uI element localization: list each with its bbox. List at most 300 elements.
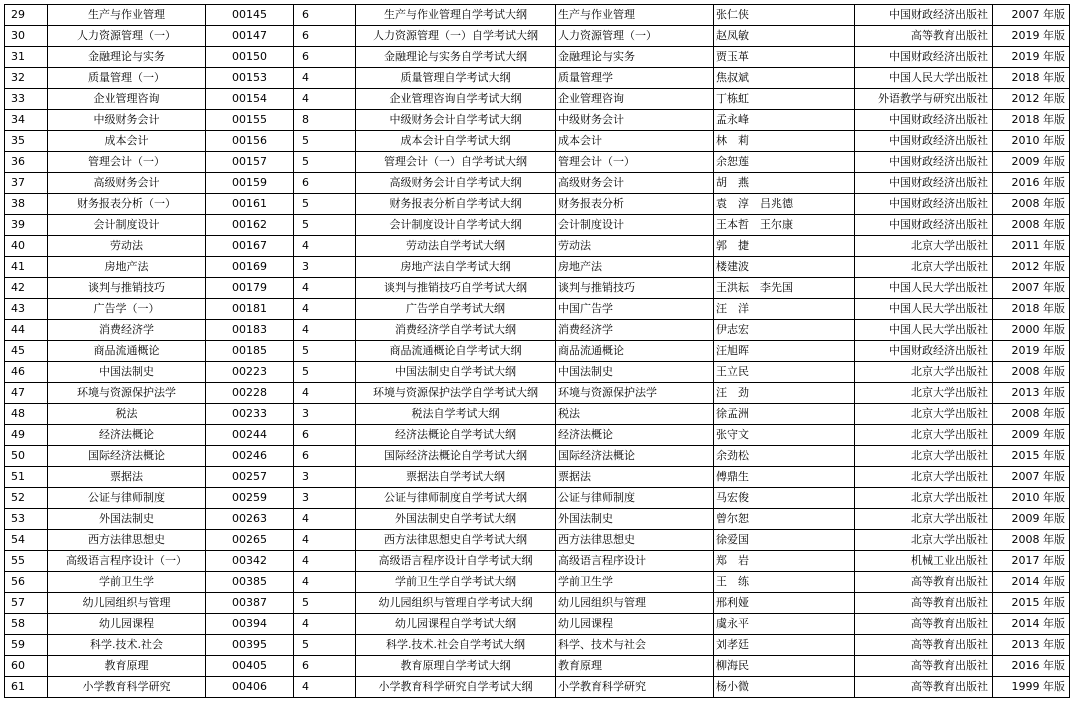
course-name-cell: 劳动法 [48, 236, 206, 257]
edition-cell: 2008 年版 [993, 362, 1070, 383]
syllabus-cell: 房地产法自学考试大纲 [356, 257, 556, 278]
course-code-cell: 00405 [206, 656, 294, 677]
publisher-cell: 高等教育出版社 [855, 572, 993, 593]
syllabus-cell: 财务报表分析自学考试大纲 [356, 194, 556, 215]
table-row [5, 635, 1070, 656]
table-row [5, 257, 1070, 278]
textbook-cell: 中国法制史 [556, 362, 714, 383]
editor-cell: 袁 淳 吕兆德 [714, 194, 855, 215]
edition-cell: 2007 年版 [993, 467, 1070, 488]
credit-cell: 4 [294, 677, 356, 698]
editor-cell: 徐孟洲 [714, 404, 855, 425]
publisher-cell: 中国财政经济出版社 [855, 173, 993, 194]
syllabus-cell: 高级财务会计自学考试大纲 [356, 173, 556, 194]
editor-cell: 郭 捷 [714, 236, 855, 257]
editor-cell: 张守文 [714, 425, 855, 446]
editor-cell: 杨小微 [714, 677, 855, 698]
course-code-cell: 00244 [206, 425, 294, 446]
course-code-cell: 00183 [206, 320, 294, 341]
credit-cell: 6 [294, 425, 356, 446]
edition-cell: 2015 年版 [993, 593, 1070, 614]
course-code-cell: 00395 [206, 635, 294, 656]
edition-cell: 2007 年版 [993, 278, 1070, 299]
course-name-cell: 商品流通概论 [48, 341, 206, 362]
publisher-cell: 高等教育出版社 [855, 614, 993, 635]
syllabus-cell: 国际经济法概论自学考试大纲 [356, 446, 556, 467]
table-row [5, 89, 1070, 110]
table-row [5, 131, 1070, 152]
textbook-cell: 高级财务会计 [556, 173, 714, 194]
edition-cell: 2013 年版 [993, 383, 1070, 404]
course-name-cell: 票据法 [48, 467, 206, 488]
textbook-cell: 生产与作业管理 [556, 5, 714, 26]
course-name-cell: 税法 [48, 404, 206, 425]
course-table-body [5, 5, 1070, 698]
textbook-cell: 外国法制史 [556, 509, 714, 530]
publisher-cell: 高等教育出版社 [855, 677, 993, 698]
syllabus-cell: 生产与作业管理自学考试大纲 [356, 5, 556, 26]
textbook-cell: 商品流通概论 [556, 341, 714, 362]
course-code-cell: 00156 [206, 131, 294, 152]
editor-cell: 焦叔斌 [714, 68, 855, 89]
editor-cell: 邢利娅 [714, 593, 855, 614]
publisher-cell: 中国财政经济出版社 [855, 131, 993, 152]
credit-cell: 3 [294, 404, 356, 425]
row-number-cell: 60 [5, 656, 48, 677]
editor-cell: 林 莉 [714, 131, 855, 152]
edition-cell: 2014 年版 [993, 572, 1070, 593]
editor-cell: 徐爱国 [714, 530, 855, 551]
table-row [5, 656, 1070, 677]
row-number-cell: 51 [5, 467, 48, 488]
syllabus-cell: 劳动法自学考试大纲 [356, 236, 556, 257]
row-number-cell: 42 [5, 278, 48, 299]
course-code-cell: 00233 [206, 404, 294, 425]
syllabus-cell: 环境与资源保护法学自学考试大纲 [356, 383, 556, 404]
editor-cell: 傅鼎生 [714, 467, 855, 488]
course-code-cell: 00167 [206, 236, 294, 257]
row-number-cell: 46 [5, 362, 48, 383]
course-name-cell: 学前卫生学 [48, 572, 206, 593]
syllabus-cell: 消费经济学自学考试大纲 [356, 320, 556, 341]
editor-cell: 余劲松 [714, 446, 855, 467]
credit-cell: 6 [294, 47, 356, 68]
table-row [5, 446, 1070, 467]
course-name-cell: 幼儿园组织与管理 [48, 593, 206, 614]
course-name-cell: 企业管理咨询 [48, 89, 206, 110]
syllabus-cell: 票据法自学考试大纲 [356, 467, 556, 488]
table-row [5, 341, 1070, 362]
table-row [5, 152, 1070, 173]
publisher-cell: 中国财政经济出版社 [855, 194, 993, 215]
row-number-cell: 41 [5, 257, 48, 278]
row-number-cell: 61 [5, 677, 48, 698]
publisher-cell: 高等教育出版社 [855, 635, 993, 656]
edition-cell: 2012 年版 [993, 257, 1070, 278]
editor-cell: 赵凤敏 [714, 26, 855, 47]
editor-cell: 虞永平 [714, 614, 855, 635]
row-number-cell: 54 [5, 530, 48, 551]
edition-cell: 2019 年版 [993, 341, 1070, 362]
syllabus-cell: 高级语言程序设计自学考试大纲 [356, 551, 556, 572]
table-row [5, 215, 1070, 236]
course-name-cell: 经济法概论 [48, 425, 206, 446]
table-row [5, 362, 1070, 383]
table-row [5, 425, 1070, 446]
edition-cell: 2011 年版 [993, 236, 1070, 257]
publisher-cell: 中国财政经济出版社 [855, 47, 993, 68]
textbook-cell: 会计制度设计 [556, 215, 714, 236]
course-name-cell: 高级语言程序设计（一） [48, 551, 206, 572]
course-code-cell: 00223 [206, 362, 294, 383]
row-number-cell: 40 [5, 236, 48, 257]
course-code-cell: 00157 [206, 152, 294, 173]
course-code-cell: 00394 [206, 614, 294, 635]
row-number-cell: 34 [5, 110, 48, 131]
syllabus-cell: 幼儿园课程自学考试大纲 [356, 614, 556, 635]
syllabus-cell: 质量管理自学考试大纲 [356, 68, 556, 89]
syllabus-cell: 科学.技术.社会自学考试大纲 [356, 635, 556, 656]
credit-cell: 5 [294, 593, 356, 614]
course-code-cell: 00259 [206, 488, 294, 509]
course-code-cell: 00257 [206, 467, 294, 488]
course-name-cell: 消费经济学 [48, 320, 206, 341]
course-code-cell: 00263 [206, 509, 294, 530]
textbook-cell: 国际经济法概论 [556, 446, 714, 467]
textbook-cell: 经济法概论 [556, 425, 714, 446]
course-name-cell: 西方法律思想史 [48, 530, 206, 551]
row-number-cell: 45 [5, 341, 48, 362]
textbook-cell: 西方法律思想史 [556, 530, 714, 551]
course-code-cell: 00179 [206, 278, 294, 299]
textbook-cell: 人力资源管理（一） [556, 26, 714, 47]
course-name-cell: 会计制度设计 [48, 215, 206, 236]
table-row [5, 383, 1070, 404]
course-code-cell: 00169 [206, 257, 294, 278]
course-code-cell: 00265 [206, 530, 294, 551]
editor-cell: 刘孝廷 [714, 635, 855, 656]
course-name-cell: 管理会计（一） [48, 152, 206, 173]
edition-cell: 2010 年版 [993, 131, 1070, 152]
table-row [5, 488, 1070, 509]
credit-cell: 6 [294, 446, 356, 467]
row-number-cell: 30 [5, 26, 48, 47]
syllabus-cell: 中国法制史自学考试大纲 [356, 362, 556, 383]
edition-cell: 2007 年版 [993, 5, 1070, 26]
syllabus-cell: 中级财务会计自学考试大纲 [356, 110, 556, 131]
course-name-cell: 质量管理（一） [48, 68, 206, 89]
table-row [5, 68, 1070, 89]
table-row [5, 299, 1070, 320]
textbook-cell: 幼儿园组织与管理 [556, 593, 714, 614]
syllabus-cell: 外国法制史自学考试大纲 [356, 509, 556, 530]
publisher-cell: 北京大学出版社 [855, 509, 993, 530]
credit-cell: 4 [294, 551, 356, 572]
table-row [5, 278, 1070, 299]
credit-cell: 3 [294, 257, 356, 278]
textbook-cell: 房地产法 [556, 257, 714, 278]
editor-cell: 王 练 [714, 572, 855, 593]
textbook-cell: 环境与资源保护法学 [556, 383, 714, 404]
credit-cell: 4 [294, 572, 356, 593]
credit-cell: 5 [294, 194, 356, 215]
editor-cell: 张仁侠 [714, 5, 855, 26]
publisher-cell: 北京大学出版社 [855, 530, 993, 551]
row-number-cell: 36 [5, 152, 48, 173]
table-row [5, 614, 1070, 635]
row-number-cell: 35 [5, 131, 48, 152]
textbook-cell: 企业管理咨询 [556, 89, 714, 110]
edition-cell: 2008 年版 [993, 215, 1070, 236]
syllabus-cell: 成本会计自学考试大纲 [356, 131, 556, 152]
edition-cell: 2009 年版 [993, 509, 1070, 530]
credit-cell: 6 [294, 5, 356, 26]
table-row [5, 236, 1070, 257]
row-number-cell: 29 [5, 5, 48, 26]
row-number-cell: 31 [5, 47, 48, 68]
course-code-cell: 00154 [206, 89, 294, 110]
course-code-cell: 00162 [206, 215, 294, 236]
publisher-cell: 中国人民大学出版社 [855, 278, 993, 299]
credit-cell: 5 [294, 131, 356, 152]
syllabus-cell: 企业管理咨询自学考试大纲 [356, 89, 556, 110]
course-code-cell: 00153 [206, 68, 294, 89]
edition-cell: 2014 年版 [993, 614, 1070, 635]
course-code-cell: 00159 [206, 173, 294, 194]
edition-cell: 2009 年版 [993, 152, 1070, 173]
editor-cell: 孟永峰 [714, 110, 855, 131]
row-number-cell: 50 [5, 446, 48, 467]
editor-cell: 汪旭晖 [714, 341, 855, 362]
textbook-cell: 公证与律师制度 [556, 488, 714, 509]
textbook-cell: 中级财务会计 [556, 110, 714, 131]
textbook-cell: 质量管理学 [556, 68, 714, 89]
row-number-cell: 47 [5, 383, 48, 404]
course-code-cell: 00185 [206, 341, 294, 362]
edition-cell: 2019 年版 [993, 47, 1070, 68]
course-code-cell: 00181 [206, 299, 294, 320]
publisher-cell: 机械工业出版社 [855, 551, 993, 572]
row-number-cell: 39 [5, 215, 48, 236]
course-code-cell: 00147 [206, 26, 294, 47]
publisher-cell: 中国财政经济出版社 [855, 341, 993, 362]
publisher-cell: 北京大学出版社 [855, 362, 993, 383]
edition-cell: 2012 年版 [993, 89, 1070, 110]
syllabus-cell: 商品流通概论自学考试大纲 [356, 341, 556, 362]
syllabus-cell: 公证与律师制度自学考试大纲 [356, 488, 556, 509]
editor-cell: 郑 岩 [714, 551, 855, 572]
editor-cell: 马宏俊 [714, 488, 855, 509]
table-row [5, 530, 1070, 551]
table-row [5, 551, 1070, 572]
credit-cell: 6 [294, 173, 356, 194]
course-name-cell: 生产与作业管理 [48, 5, 206, 26]
table-row [5, 572, 1070, 593]
editor-cell: 曾尔恕 [714, 509, 855, 530]
credit-cell: 6 [294, 656, 356, 677]
course-name-cell: 人力资源管理（一） [48, 26, 206, 47]
edition-cell: 2008 年版 [993, 530, 1070, 551]
row-number-cell: 52 [5, 488, 48, 509]
table-row [5, 467, 1070, 488]
credit-cell: 5 [294, 362, 356, 383]
row-number-cell: 53 [5, 509, 48, 530]
course-code-cell: 00155 [206, 110, 294, 131]
edition-cell: 2008 年版 [993, 194, 1070, 215]
row-number-cell: 48 [5, 404, 48, 425]
course-code-cell: 00228 [206, 383, 294, 404]
credit-cell: 3 [294, 488, 356, 509]
course-name-cell: 外国法制史 [48, 509, 206, 530]
table-row [5, 509, 1070, 530]
syllabus-cell: 会计制度设计自学考试大纲 [356, 215, 556, 236]
row-number-cell: 55 [5, 551, 48, 572]
textbook-cell: 高级语言程序设计 [556, 551, 714, 572]
table-row [5, 404, 1070, 425]
table-row [5, 5, 1070, 26]
credit-cell: 5 [294, 215, 356, 236]
textbook-cell: 成本会计 [556, 131, 714, 152]
edition-cell: 2016 年版 [993, 173, 1070, 194]
course-name-cell: 谈判与推销技巧 [48, 278, 206, 299]
course-code-cell: 00161 [206, 194, 294, 215]
textbook-cell: 学前卫生学 [556, 572, 714, 593]
edition-cell: 2018 年版 [993, 68, 1070, 89]
course-code-cell: 00387 [206, 593, 294, 614]
row-number-cell: 32 [5, 68, 48, 89]
edition-cell: 2015 年版 [993, 446, 1070, 467]
publisher-cell: 高等教育出版社 [855, 593, 993, 614]
course-name-cell: 房地产法 [48, 257, 206, 278]
editor-cell: 楼建波 [714, 257, 855, 278]
course-name-cell: 公证与律师制度 [48, 488, 206, 509]
editor-cell: 汪 劲 [714, 383, 855, 404]
course-name-cell: 财务报表分析（一） [48, 194, 206, 215]
publisher-cell: 北京大学出版社 [855, 425, 993, 446]
edition-cell: 2000 年版 [993, 320, 1070, 341]
syllabus-cell: 广告学自学考试大纲 [356, 299, 556, 320]
course-name-cell: 金融理论与实务 [48, 47, 206, 68]
syllabus-cell: 金融理论与实务自学考试大纲 [356, 47, 556, 68]
credit-cell: 5 [294, 635, 356, 656]
textbook-cell: 小学教育科学研究 [556, 677, 714, 698]
credit-cell: 6 [294, 26, 356, 47]
publisher-cell: 北京大学出版社 [855, 467, 993, 488]
publisher-cell: 北京大学出版社 [855, 404, 993, 425]
edition-cell: 1999 年版 [993, 677, 1070, 698]
publisher-cell: 高等教育出版社 [855, 656, 993, 677]
edition-cell: 2010 年版 [993, 488, 1070, 509]
textbook-cell: 谈判与推销技巧 [556, 278, 714, 299]
syllabus-cell: 人力资源管理（一）自学考试大纲 [356, 26, 556, 47]
course-name-cell: 广告学（一） [48, 299, 206, 320]
row-number-cell: 49 [5, 425, 48, 446]
publisher-cell: 中国人民大学出版社 [855, 68, 993, 89]
course-name-cell: 环境与资源保护法学 [48, 383, 206, 404]
publisher-cell: 外语教学与研究出版社 [855, 89, 993, 110]
course-name-cell: 教育原理 [48, 656, 206, 677]
course-name-cell: 高级财务会计 [48, 173, 206, 194]
textbook-cell: 金融理论与实务 [556, 47, 714, 68]
textbook-cell: 消费经济学 [556, 320, 714, 341]
textbook-cell: 票据法 [556, 467, 714, 488]
course-code-cell: 00145 [206, 5, 294, 26]
publisher-cell: 中国财政经济出版社 [855, 110, 993, 131]
row-number-cell: 57 [5, 593, 48, 614]
textbook-cell: 财务报表分析 [556, 194, 714, 215]
table-row [5, 173, 1070, 194]
credit-cell: 4 [294, 383, 356, 404]
table-row [5, 320, 1070, 341]
publisher-cell: 北京大学出版社 [855, 488, 993, 509]
table-row [5, 110, 1070, 131]
credit-cell: 4 [294, 236, 356, 257]
syllabus-cell: 幼儿园组织与管理自学考试大纲 [356, 593, 556, 614]
credit-cell: 4 [294, 614, 356, 635]
editor-cell: 伊志宏 [714, 320, 855, 341]
syllabus-cell: 小学教育科学研究自学考试大纲 [356, 677, 556, 698]
syllabus-cell: 教育原理自学考试大纲 [356, 656, 556, 677]
syllabus-cell: 西方法律思想史自学考试大纲 [356, 530, 556, 551]
textbook-cell: 劳动法 [556, 236, 714, 257]
course-name-cell: 小学教育科学研究 [48, 677, 206, 698]
row-number-cell: 58 [5, 614, 48, 635]
credit-cell: 4 [294, 509, 356, 530]
editor-cell: 贾玉革 [714, 47, 855, 68]
textbook-cell: 管理会计（一） [556, 152, 714, 173]
course-table [4, 4, 1070, 698]
course-code-cell: 00246 [206, 446, 294, 467]
edition-cell: 2013 年版 [993, 635, 1070, 656]
course-name-cell: 中国法制史 [48, 362, 206, 383]
credit-cell: 5 [294, 152, 356, 173]
course-code-cell: 00385 [206, 572, 294, 593]
credit-cell: 4 [294, 299, 356, 320]
row-number-cell: 44 [5, 320, 48, 341]
syllabus-cell: 经济法概论自学考试大纲 [356, 425, 556, 446]
table-row [5, 194, 1070, 215]
syllabus-cell: 税法自学考试大纲 [356, 404, 556, 425]
publisher-cell: 中国人民大学出版社 [855, 320, 993, 341]
editor-cell: 王洪耘 李先国 [714, 278, 855, 299]
course-code-cell: 00150 [206, 47, 294, 68]
credit-cell: 4 [294, 278, 356, 299]
textbook-cell: 幼儿园课程 [556, 614, 714, 635]
publisher-cell: 北京大学出版社 [855, 236, 993, 257]
edition-cell: 2018 年版 [993, 299, 1070, 320]
editor-cell: 柳海民 [714, 656, 855, 677]
table-row [5, 26, 1070, 47]
editor-cell: 汪 洋 [714, 299, 855, 320]
course-name-cell: 科学.技术.社会 [48, 635, 206, 656]
row-number-cell: 38 [5, 194, 48, 215]
table-row [5, 677, 1070, 698]
editor-cell: 丁栋虹 [714, 89, 855, 110]
textbook-cell: 教育原理 [556, 656, 714, 677]
row-number-cell: 59 [5, 635, 48, 656]
editor-cell: 余恕莲 [714, 152, 855, 173]
publisher-cell: 中国财政经济出版社 [855, 5, 993, 26]
edition-cell: 2018 年版 [993, 110, 1070, 131]
course-name-cell: 成本会计 [48, 131, 206, 152]
editor-cell: 王立民 [714, 362, 855, 383]
credit-cell: 5 [294, 341, 356, 362]
table-row [5, 47, 1070, 68]
syllabus-cell: 谈判与推销技巧自学考试大纲 [356, 278, 556, 299]
editor-cell: 王本哲 王尔康 [714, 215, 855, 236]
editor-cell: 胡 燕 [714, 173, 855, 194]
course-name-cell: 国际经济法概论 [48, 446, 206, 467]
